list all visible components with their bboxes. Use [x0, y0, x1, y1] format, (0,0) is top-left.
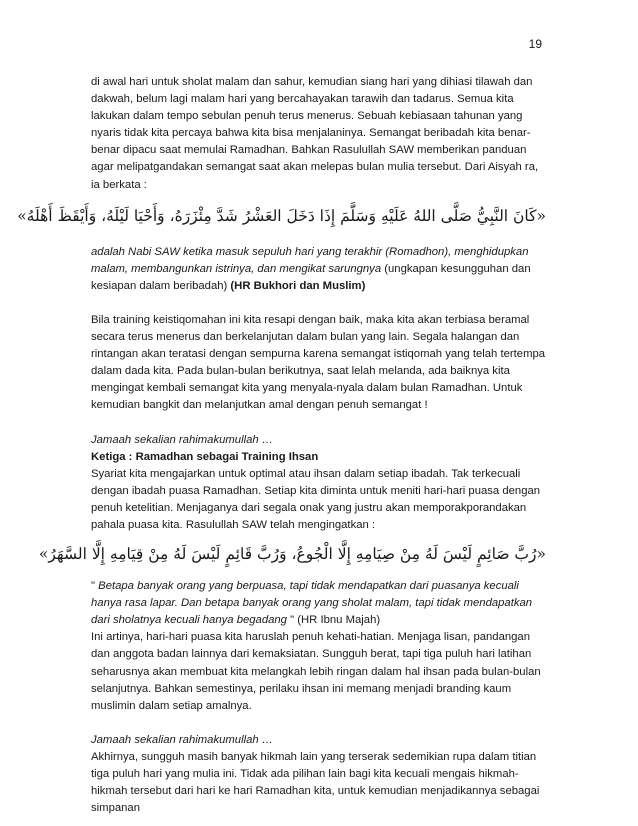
paragraph-2-note: (ungkapan kesungguhan dan kesiapan dalam beribadah) [91, 262, 531, 292]
arabic-hadith-1: «كَانَ النَّبِيُّ صَلَّى اللهُ عَلَيْهِ وَسَلَّمَ إِذَا دَخَلَ العَشْرُ شَدَّ مِئْزَرَهُ، وَأَحْيَا لَيْلَهُ، وَأَيْقَظَ أَهْلَهُ» [17, 206, 546, 225]
paragraph-7: Akhirnya, sungguh masih banyak hikmah lain yang terserak sedemikian rupa dalam titian tiga puluh hari yang mulia ini. Tidak ada pilihan lain bagi kita kecuali mengais hikmah-hikmah tersebut dari hari ke hari Ramadhan kita, untuk kemudian menjadikannya sebagai simpanan [91, 750, 540, 815]
section-heading-text: Ketiga : Ramadhan sebagai Training Ihsan [91, 450, 319, 463]
paragraph-6: Ini artinya, hari-hari puasa kita haruslah penuh kehati-hatian. Menjaga lisan, pandangan dan anggota badan lainnya dari kemaksiatan. Sungguh berat, tapi tiga puluh hari latihan seharusnya akan membuat kita melangkah lebih ringan dalam hal ihsan pada bulan-bulan selanjutnya. Bahkan semestinya, perilaku ihsan ini memang menjadi branding kaum muslimin dalam setiap amalnya. [91, 631, 541, 712]
hadith-source-1: (HR Bukhori dan Muslim) [230, 279, 366, 292]
hadith-source-2: " (HR Ibnu Majah) [286, 614, 381, 627]
paragraph-2 [91, 244, 546, 295]
arabic-hadith-2: «رُبَّ صَائِمٍ لَيْسَ لَهُ مِنْ صِيَامِهِ إِلَّا الْجُوعُ، وَرُبَّ قَائِمٍ لَيْسَ لَهُ مِنْ قِيَامِهِ إِلَّا السَّهَرُ» [38, 545, 546, 564]
jamaah-greeting-1-text: Jamaah sekalian rahimakumullah … [91, 433, 274, 446]
paragraph-3: Bila training keistiqomahan ini kita resapi dengan baik, maka kita akan terbiasa beramal secara terus menerus dan berkelanjutan dalam bulan yang lain. Segala halangan dan rintangan akan teratasi dengan sempurna karena semangat istiqomah yang telah tertempa dalam dada kita. Pada bulan-bulan berikutnya, saat lelah melanda, ada baiknya kita mengingat kembali semangat kita yang menyala-nyala dalam bulan Ramadhan. Untuk kemudian bangkit dan melanjutkan amal dengan penuh semangat ! [91, 313, 546, 412]
jamaah-greeting-2 [91, 732, 546, 749]
jamaah-greeting-1 [91, 432, 546, 449]
paragraph-4: Syariat kita mengajarkan untuk optimal atau ihsan dalam setiap ibadah. Tak terkecuali dengan ibadah puasa Ramadhan. Setiap kita diminta untuk meniti hari-hari puasa dengan penuh ketelitian. Menjaganya dari segala onak yang justru akan memporakporandakan pahala puasa kita. Rasulullah SAW telah mengingatkan : [91, 467, 541, 531]
document-body [17, 74, 546, 817]
quote-open: " [91, 580, 99, 593]
paragraph-1: di awal hari untuk sholat malam dan sahur, kemudian siang hari yang dihiasi tilawah dan dakwah, belum lagi malam hari yang bercahayakan tarawih dan tadarus. Semua kita lakukan dalam tempo sebulan penuh terus menerus. Sebuah kebiasaan tahunan yang nyaris tidak kita percaya bahwa kita bisa menjalaninya. Semangat beribadah kita benar-benar dipacu saat memulai Ramadhan. Bahkan Rasulullah SAW memberikan panduan agar melipatgandakan semangat saat akan melepas bulan mulia tersebut. Dari Aisyah ra, ia berkata : [91, 76, 539, 191]
hadith-translation-1: adalah Nabi SAW ketika masuk sepuluh hari yang terakhir (Romadhon), menghidupkan malam, membangunkan istrinya, dan mengikat sarungnya [91, 245, 529, 275]
section-heading [91, 449, 546, 466]
paragraph-5 [91, 578, 546, 629]
jamaah-greeting-2-text: Jamaah sekalian rahimakumullah … [91, 733, 274, 746]
hadith-translation-2: Betapa banyak orang yang berpuasa, tapi tidak mendapatkan dari puasanya kecuali hanya rasa lapar. Dan betapa banyak orang yang sholat malam, tapi tidak mendapatkan dari sholatnya kecuali hanya begadang [91, 580, 533, 627]
page-number: 19 [528, 37, 542, 51]
